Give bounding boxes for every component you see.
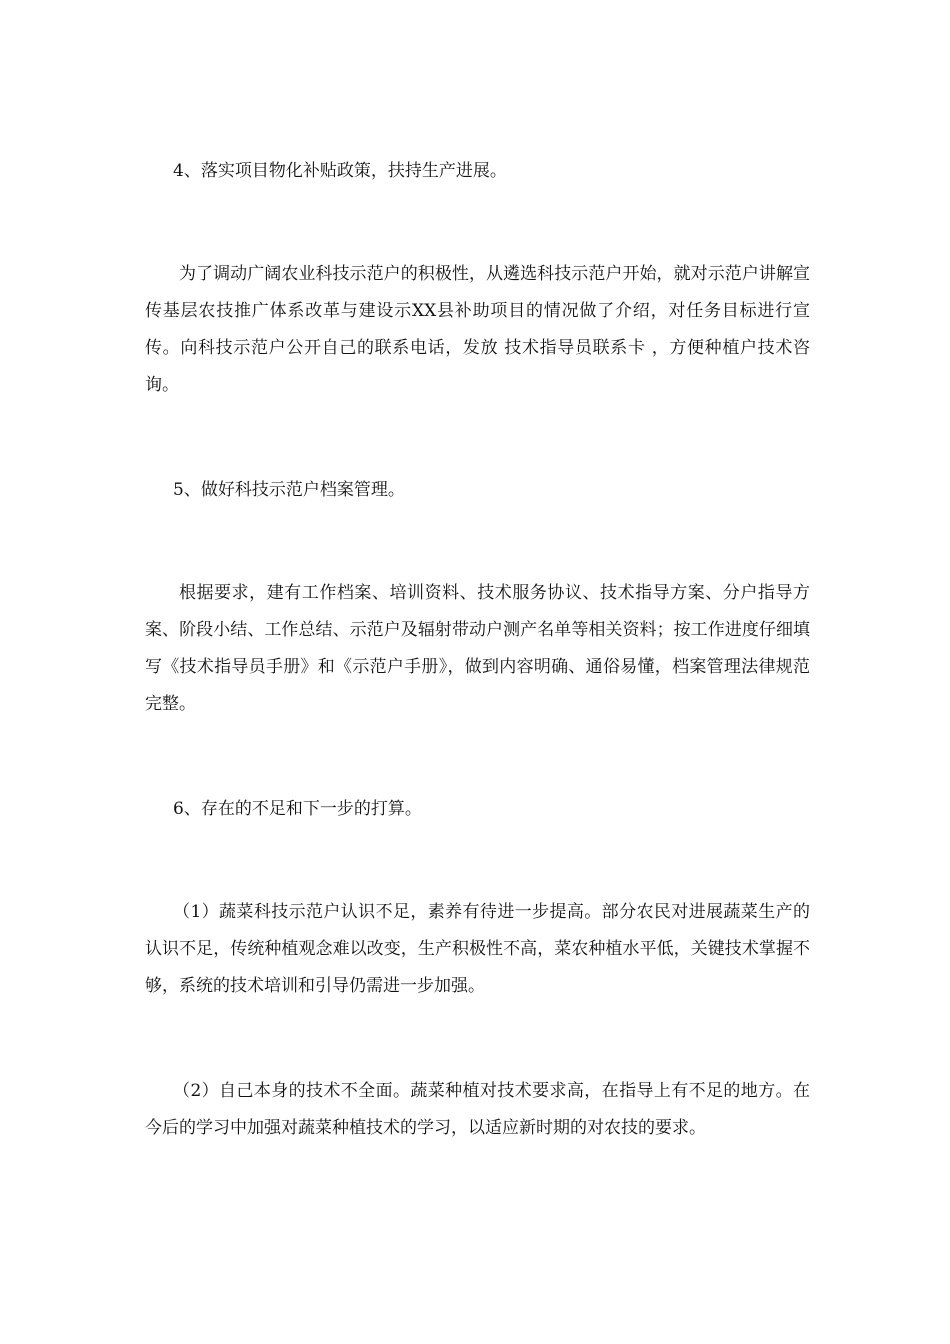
section-6-item-1: （1）蔬菜科技示范户认识不足，素养有待进一步提高。部分农民对进展蔬菜生产的认识不足，传统种植观念难以改变，生产积极性不高，菜农种植水平低，关键技术掌握不够，系统的技术培训和引导仍需进一步加强。 [145, 902, 810, 996]
section-4-heading: 4、落实项目物化补贴政策，扶持生产进展。 [173, 161, 507, 181]
section-6-heading: 6、存在的不足和下一步的打算。 [173, 799, 422, 819]
section-4-body: 为了调动广阔农业科技示范户的积极性，从遴选科技示范户开始，就对示范户讲解宣传基层农技推广体系改革与建设示XX县补助项目的情况做了介绍，对任务目标进行宣传。向科技示范户公开自己的联系电话，发放 技术指导员联系卡 ，方便种植户技术咨询。 [145, 264, 810, 395]
section-5-body: 根据要求，建有工作档案、培训资料、技术服务协议、技术指导方案、分户指导方案、阶段小结、工作总结、示范户及辐射带动户测产名单等相关资料；按工作进度仔细填写《技术指导员手册》和《示范户手册》，做到内容明确、通俗易懂，档案管理法律规范完整。 [145, 583, 810, 714]
section-6-item-2: （2）自己本身的技术不全面。蔬菜种植对技术要求高，在指导上有不足的地方。在今后的学习中加强对蔬菜种植技术的学习，以适应新时期的对农技的要求。 [145, 1081, 810, 1138]
section-5-heading: 5、做好科技示范户档案管理。 [173, 480, 405, 500]
